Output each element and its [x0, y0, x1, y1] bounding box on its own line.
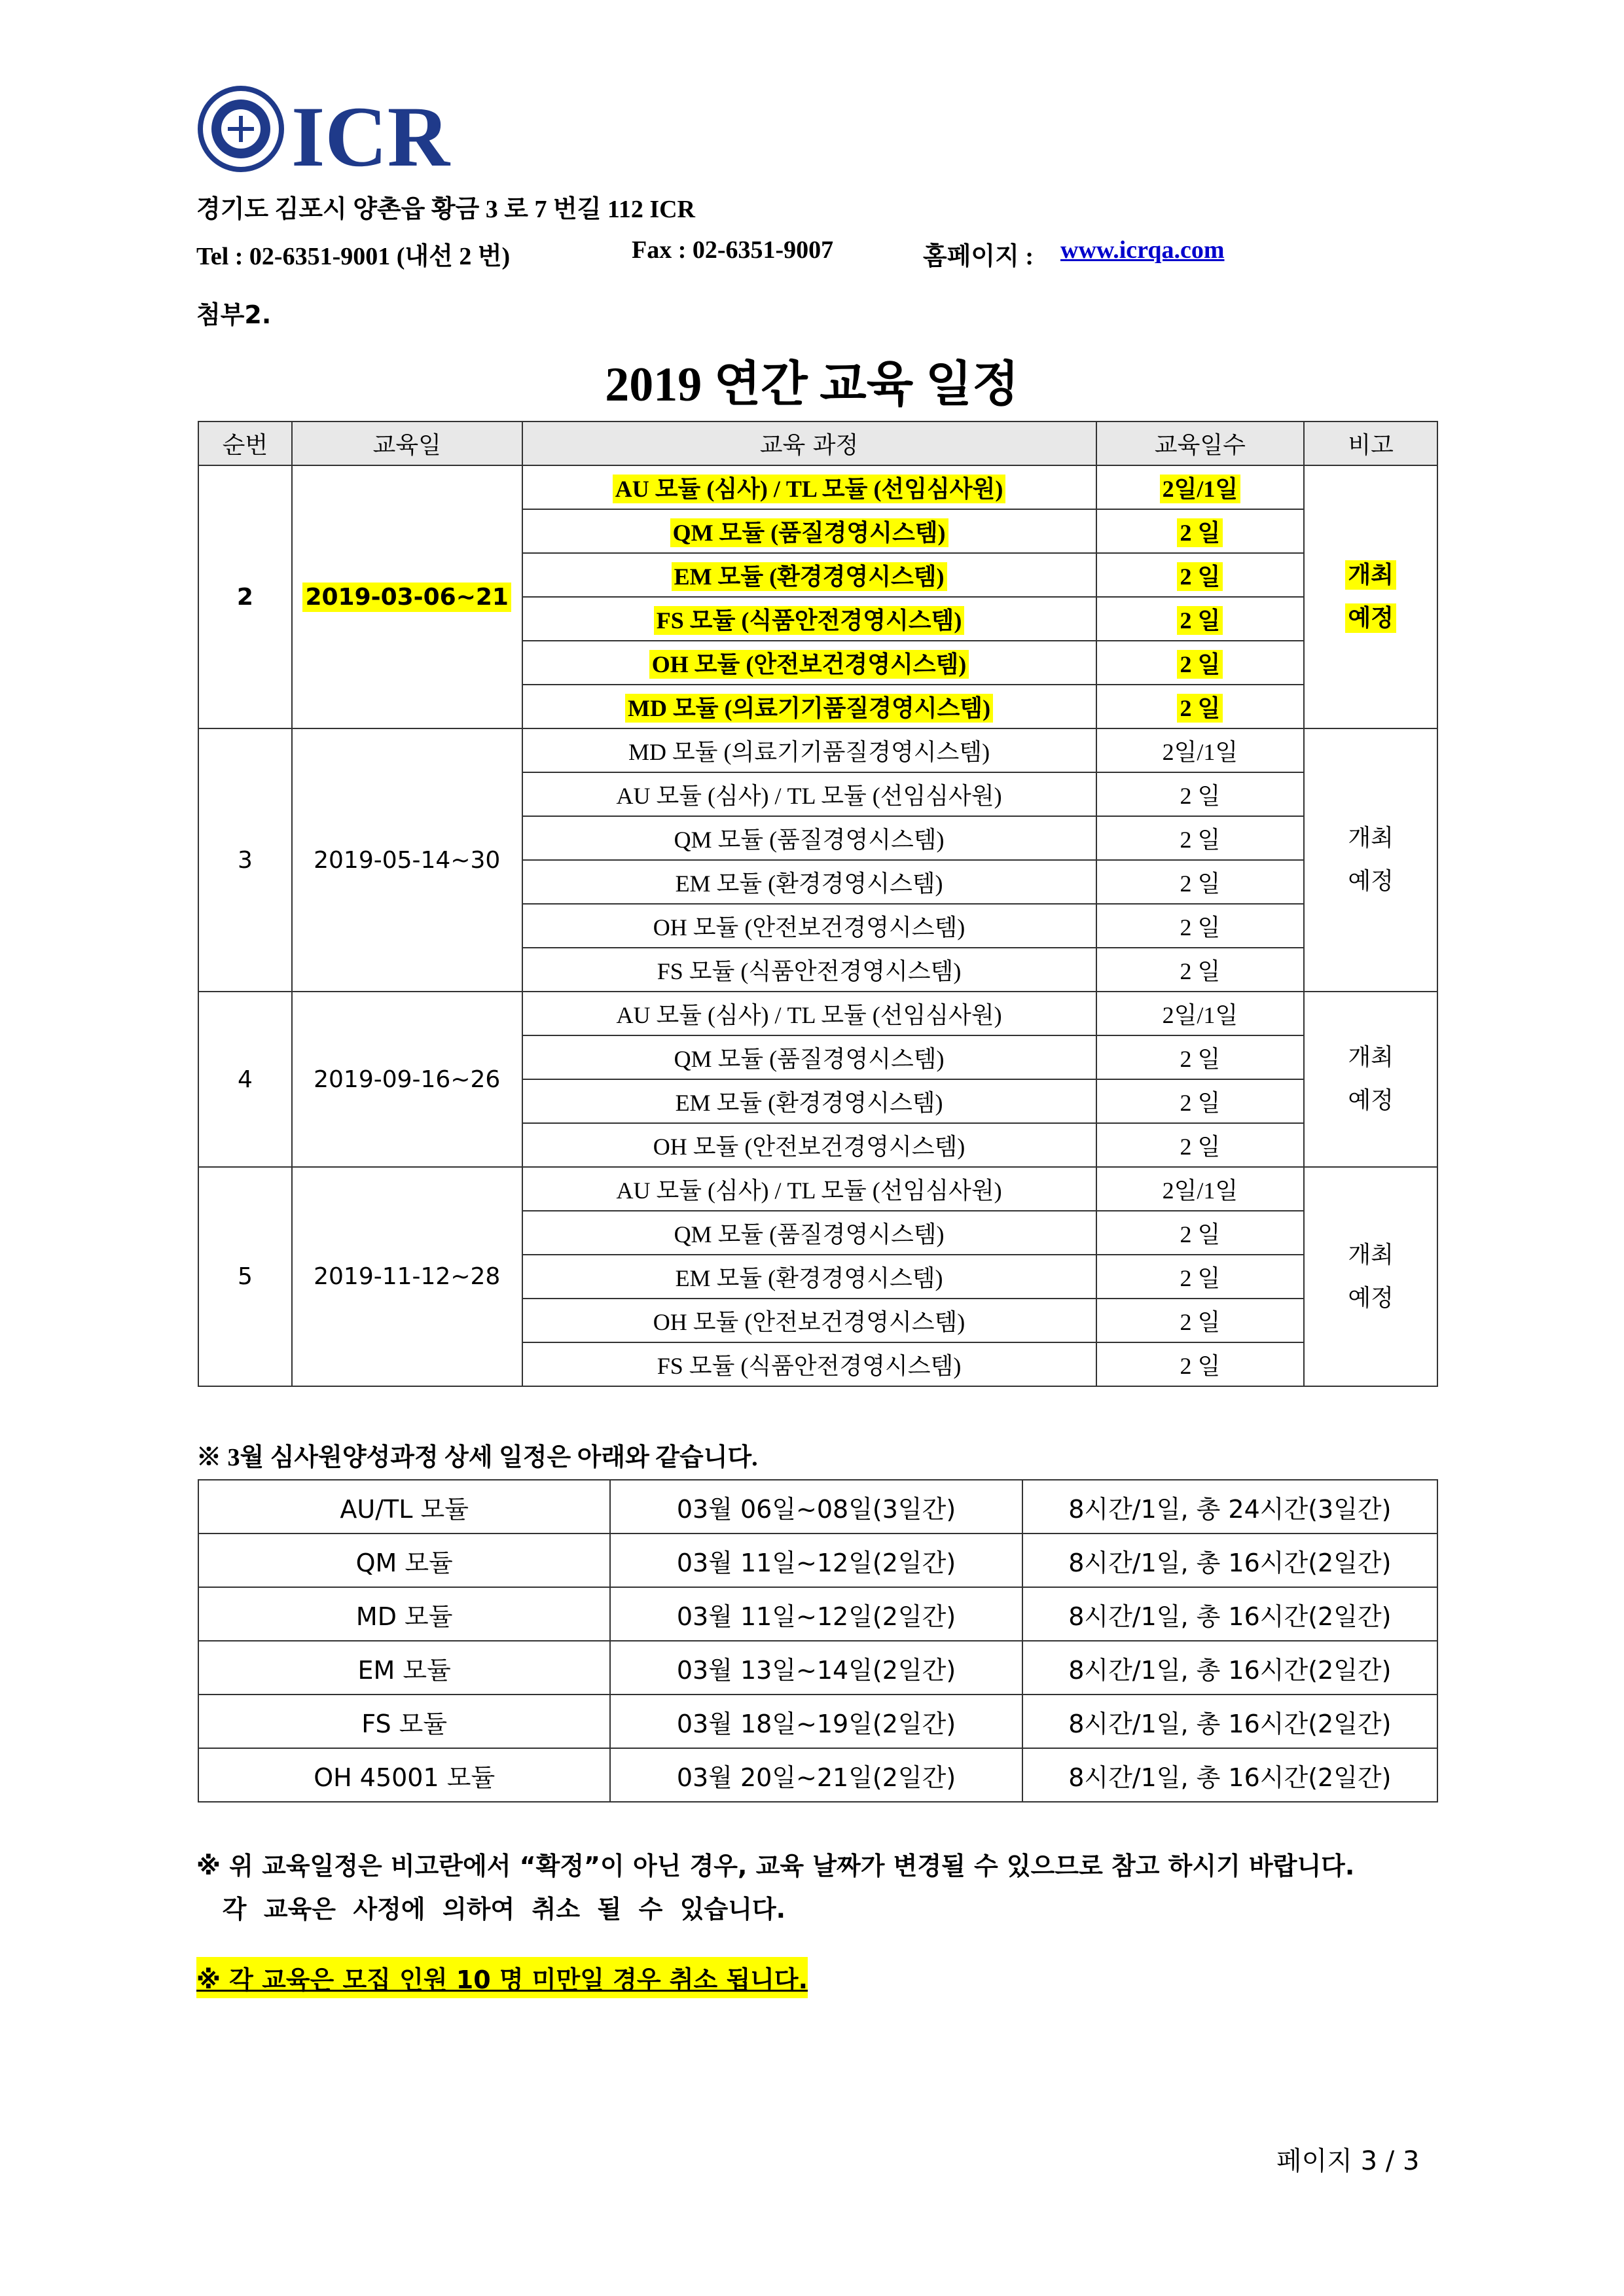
- course-days-text: 2일/1일: [1162, 739, 1238, 765]
- course-days: [1096, 1079, 1305, 1123]
- course-name-text: QM 모듈 (품질경영시스템): [674, 1221, 945, 1247]
- course-name: [522, 772, 1096, 816]
- schedule-header-cell: 순번: [198, 422, 292, 465]
- session-number: [198, 1167, 292, 1386]
- course-days: [1096, 904, 1305, 948]
- course-days-text: 2 일: [1177, 606, 1223, 635]
- detail-cell: 03월 20일~21일(2일간): [610, 1748, 1022, 1802]
- session-date-text: 2019-05-14~30: [314, 846, 501, 874]
- course-days-text: 2일/1일: [1160, 475, 1241, 503]
- session-remark-text: 개최: [1348, 1044, 1394, 1071]
- detail-row: [198, 1534, 1437, 1587]
- course-days-text: 2 일: [1180, 1353, 1221, 1379]
- course-days: [1096, 641, 1305, 685]
- detail-cell: 03월 13일~14일(2일간): [610, 1641, 1022, 1695]
- course-days: [1096, 1211, 1305, 1255]
- course-days: [1096, 1299, 1305, 1342]
- course-name: [522, 553, 1096, 597]
- session-remark-text: 예정: [1348, 1087, 1394, 1114]
- detail-cell: 03월 18일~19일(2일간): [610, 1695, 1022, 1748]
- course-name: [522, 904, 1096, 948]
- detail-row: [198, 1641, 1437, 1695]
- course-name: [522, 1035, 1096, 1079]
- course-name: [522, 1123, 1096, 1167]
- session-number: [198, 728, 292, 992]
- detail-cell: FS 모듈: [198, 1695, 610, 1748]
- session-remark-text: 예정: [1348, 1284, 1394, 1312]
- icr-logo: [196, 82, 471, 180]
- course-days-text: 2 일: [1180, 783, 1221, 809]
- course-name-text: OH 모듈 (안전보건경영시스템): [653, 914, 965, 941]
- detail-cell: 8시간/1일, 총 16시간(2일간): [1022, 1534, 1437, 1587]
- session-date: [292, 992, 522, 1167]
- course-days-text: 2 일: [1180, 1046, 1221, 1072]
- fax-number: Fax : 02-6351-9007: [632, 236, 834, 264]
- course-days: [1096, 1255, 1305, 1299]
- session-number-text: 2: [236, 583, 253, 611]
- course-name: [522, 1167, 1096, 1211]
- course-name: [522, 1255, 1096, 1299]
- course-name: [522, 1079, 1096, 1123]
- course-name: [522, 816, 1096, 860]
- session-remark-text: 예정: [1345, 603, 1396, 633]
- session-remark-text: 예정: [1348, 868, 1394, 895]
- session-number-text: 4: [237, 1066, 253, 1093]
- detail-cell: 03월 11일~12일(2일간): [610, 1534, 1022, 1587]
- course-days: [1096, 1035, 1305, 1079]
- homepage-link[interactable]: www.icrqa.com: [1060, 236, 1225, 264]
- session-date: [292, 465, 522, 728]
- course-days: [1096, 1342, 1305, 1386]
- course-name: [522, 992, 1096, 1035]
- course-name-text: QM 모듈 (품질경영시스템): [674, 827, 945, 853]
- schedule-header-cell: 교육일: [292, 422, 522, 465]
- session-number-text: 5: [237, 1263, 253, 1290]
- notice-block: [196, 1844, 1354, 1931]
- course-name-text: EM 모듈 (환경경영시스템): [672, 562, 947, 591]
- course-name: [522, 948, 1096, 992]
- detail-cell: EM 모듈: [198, 1641, 610, 1695]
- session-date: [292, 728, 522, 992]
- detail-cell: AU/TL 모듈: [198, 1480, 610, 1534]
- session-date: [292, 1167, 522, 1386]
- course-name-text: QM 모듈 (품질경영시스템): [670, 518, 948, 547]
- course-days: [1096, 509, 1305, 553]
- course-name: [522, 1342, 1096, 1386]
- course-name-text: FS 모듈 (식품안전경영시스템): [657, 1353, 962, 1379]
- schedule-row: [198, 1167, 1437, 1211]
- page-number: 페이지 3 / 3: [1276, 2146, 1420, 2176]
- course-name: [522, 597, 1096, 641]
- course-name: [522, 685, 1096, 728]
- course-days: [1096, 1167, 1305, 1211]
- course-name-text: MD 모듈 (의료기기품질경영시스템): [625, 694, 993, 723]
- course-name: [522, 1299, 1096, 1342]
- course-name-text: AU 모듈 (심사) / TL 모듈 (선임심사원): [616, 1002, 1002, 1028]
- course-days: [1096, 597, 1305, 641]
- detail-cell: QM 모듈: [198, 1534, 610, 1587]
- session-remark: [1304, 992, 1437, 1167]
- schedule-row: [198, 728, 1437, 772]
- course-days-text: 2 일: [1180, 1309, 1221, 1335]
- course-days-text: 2일/1일: [1162, 1177, 1238, 1204]
- course-days: [1096, 685, 1305, 728]
- course-name-text: OH 모듈 (안전보건경영시스템): [653, 1134, 965, 1160]
- detail-cell: 03월 11일~12일(2일간): [610, 1587, 1022, 1641]
- attachment-label: 첨부2.: [196, 300, 272, 329]
- course-name: [522, 728, 1096, 772]
- detail-row: [198, 1695, 1437, 1748]
- schedule-row: [198, 992, 1437, 1035]
- course-days-text: 2 일: [1177, 650, 1223, 679]
- course-name-text: MD 모듈 (의료기기품질경영시스템): [628, 739, 990, 765]
- tel-number: Tel : 02-6351-9001 (내선 2 번): [196, 243, 511, 270]
- course-name-text: QM 모듈 (품질경영시스템): [674, 1046, 945, 1072]
- course-name-text: EM 모듈 (환경경영시스템): [675, 1265, 943, 1291]
- detail-cell: 8시간/1일, 총 16시간(2일간): [1022, 1748, 1437, 1802]
- session-date-text: 2019-11-12~28: [314, 1263, 501, 1290]
- cancel-notice: ※ 각 교육은 모집 인원 10 명 미만일 경우 취소 됩니다.: [196, 1957, 808, 1998]
- course-days-text: 2 일: [1177, 518, 1223, 547]
- course-days-text: 2 일: [1177, 562, 1223, 591]
- session-remark: [1304, 465, 1437, 728]
- course-name-text: OH 모듈 (안전보건경영시스템): [653, 1309, 965, 1335]
- schedule-header-cell: 교육일수: [1096, 422, 1305, 465]
- svg-text:ICR: ICR: [291, 88, 450, 180]
- course-days-text: 2 일: [1180, 1265, 1221, 1291]
- course-days-text: 2 일: [1177, 694, 1223, 723]
- detail-cell: 8시간/1일, 총 24시간(3일간): [1022, 1480, 1437, 1534]
- detail-cell: MD 모듈: [198, 1587, 610, 1641]
- schedule-table: [198, 421, 1438, 1387]
- session-number: [198, 992, 292, 1167]
- course-days: [1096, 992, 1305, 1035]
- course-days-text: 2 일: [1180, 827, 1221, 853]
- course-days: [1096, 816, 1305, 860]
- course-days-text: 2 일: [1180, 914, 1221, 941]
- session-remark-text: 개최: [1345, 560, 1396, 590]
- session-date-text: 2019-09-16~26: [314, 1066, 501, 1093]
- session-number: [198, 465, 292, 728]
- course-days: [1096, 860, 1305, 904]
- course-days: [1096, 553, 1305, 597]
- schedule-header-cell: 교육 과정: [522, 422, 1096, 465]
- course-name-text: AU 모듈 (심사) / TL 모듈 (선임심사원): [613, 475, 1006, 503]
- detail-note: ※ 3월 심사원양성과정 상세 일정은 아래와 같습니다.: [196, 1444, 758, 1471]
- detail-row: [198, 1748, 1437, 1802]
- course-name: [522, 509, 1096, 553]
- session-number-text: 3: [237, 846, 253, 874]
- detail-cell: OH 45001 모듈: [198, 1748, 610, 1802]
- course-name-text: AU 모듈 (심사) / TL 모듈 (선임심사원): [616, 1177, 1002, 1204]
- course-name-text: FS 모듈 (식품안전경영시스템): [657, 958, 962, 984]
- course-days: [1096, 728, 1305, 772]
- session-remark: [1304, 728, 1437, 992]
- session-remark: [1304, 1167, 1437, 1386]
- course-name: [522, 860, 1096, 904]
- course-name-text: OH 모듈 (안전보건경영시스템): [649, 650, 969, 679]
- course-days-text: 2 일: [1180, 1090, 1221, 1116]
- homepage-label: 홈페이지 :: [923, 243, 1034, 270]
- course-name-text: EM 모듈 (환경경영시스템): [675, 1090, 943, 1116]
- detail-cell: 8시간/1일, 총 16시간(2일간): [1022, 1695, 1437, 1748]
- schedule-header-cell: 비고: [1304, 422, 1437, 465]
- course-days-text: 2 일: [1180, 1134, 1221, 1160]
- detail-row: [198, 1480, 1437, 1534]
- page-title: 2019 연간 교육 일정: [605, 358, 1019, 412]
- course-name-text: AU 모듈 (심사) / TL 모듈 (선임심사원): [616, 783, 1002, 809]
- course-name-text: FS 모듈 (식품안전경영시스템): [654, 606, 965, 635]
- schedule-header-row: [198, 422, 1437, 465]
- detail-cell: 8시간/1일, 총 16시간(2일간): [1022, 1641, 1437, 1695]
- course-days-text: 2 일: [1180, 958, 1221, 984]
- company-address: 경기도 김포시 양촌읍 황금 3 로 7 번길 112 ICR: [196, 196, 695, 223]
- notice-line-2: 각 교육은 사정에 의하여 취소 될 수 있습니다.: [196, 1895, 786, 1924]
- detail-table: [198, 1479, 1438, 1803]
- course-days: [1096, 948, 1305, 992]
- session-date-text: 2019-03-06~21: [302, 583, 511, 612]
- detail-cell: 8시간/1일, 총 16시간(2일간): [1022, 1587, 1437, 1641]
- course-name: [522, 465, 1096, 509]
- course-days: [1096, 1123, 1305, 1167]
- course-days: [1096, 772, 1305, 816]
- course-days-text: 2 일: [1180, 870, 1221, 897]
- session-remark-text: 개최: [1348, 825, 1394, 852]
- schedule-row: [198, 465, 1437, 509]
- course-days-text: 2 일: [1180, 1221, 1221, 1247]
- course-days: [1096, 465, 1305, 509]
- course-days-text: 2일/1일: [1162, 1002, 1238, 1028]
- course-name: [522, 1211, 1096, 1255]
- detail-row: [198, 1587, 1437, 1641]
- session-remark-text: 개최: [1348, 1241, 1394, 1268]
- course-name-text: EM 모듈 (환경경영시스템): [675, 870, 943, 897]
- notice-line-1: ※ 위 교육일정은 비고란에서 “확정”이 아닌 경우, 교육 날짜가 변경될 수 있으므로 참고 하시기 바랍니다.: [196, 1852, 1355, 1880]
- course-name: [522, 641, 1096, 685]
- detail-cell: 03월 06일~08일(3일간): [610, 1480, 1022, 1534]
